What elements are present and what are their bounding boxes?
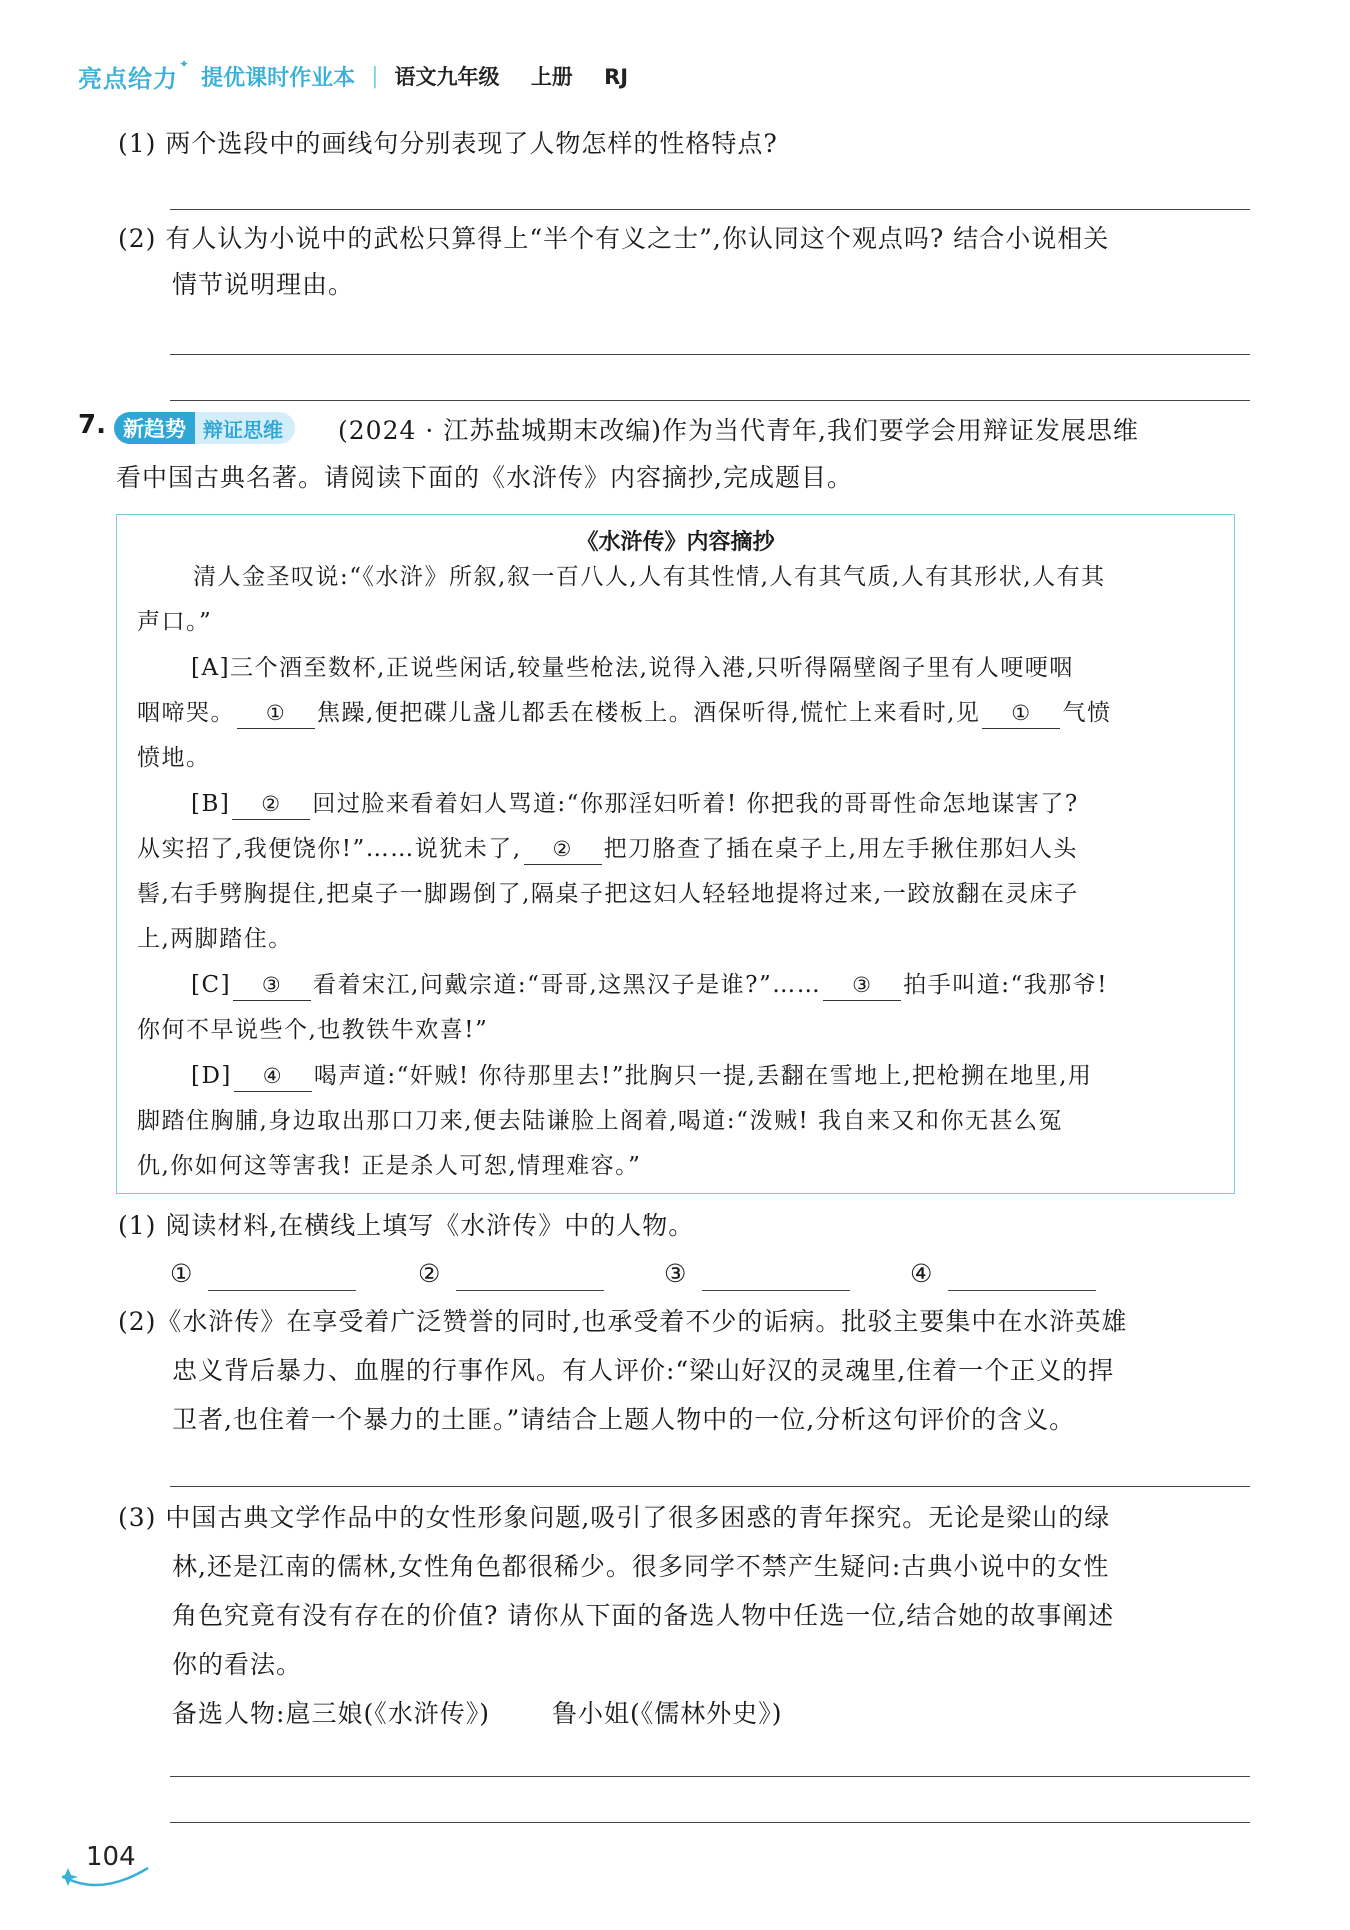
question-number: 7. xyxy=(78,410,106,440)
series-title: 提优课时作业本 xyxy=(201,65,356,91)
excerpt-b-line3: 髻,右手劈胸提住,把桌子一脚踢倒了,隔桌子把这妇人轻轻地提将过来,一跤放翻在灵床子 xyxy=(137,881,1079,907)
excerpt-d-line3: 仇,你如何这等害我! 正是杀人可恕,情理难容。” xyxy=(137,1153,642,1179)
answer-line[interactable] xyxy=(170,354,1250,355)
excerpt-quote-line2: 声口。” xyxy=(137,609,213,635)
q7-sub2-line2: 忠义背后暴力、血腥的行事作风。有人评价:“梁山好汉的灵魂里,住着一个正义的捍 xyxy=(172,1356,1115,1385)
q6-sub2-line2: 情节说明理由。 xyxy=(172,270,355,299)
answer-line[interactable] xyxy=(170,209,1250,210)
text: 咽啼哭。 xyxy=(137,700,235,726)
q6-sub1: (1) 两个选段中的画线句分别表现了人物怎样的性格特点? xyxy=(118,129,778,158)
q7-sub3-line4: 你的看法。 xyxy=(172,1650,303,1679)
excerpt-c-line1 xyxy=(191,968,1108,1002)
blank-1: ① xyxy=(237,698,315,729)
q7-sub2-line1: (2)《水浒传》在享受着广泛赞誉的同时,也承受着不少的诟病。批驳主要集中在水浒英雄 xyxy=(118,1307,1128,1336)
text: [C] xyxy=(191,972,232,998)
star-icon: ✦ xyxy=(179,57,190,71)
fill-label-3: ③ xyxy=(664,1259,688,1288)
text: 看着宋江,问戴宗道:“哥哥,这黑汉子是谁?”…… xyxy=(313,972,822,998)
fill-label-2: ② xyxy=(418,1259,442,1288)
fill-answer-2[interactable] xyxy=(456,1290,604,1291)
text: 回过脸来看着妇人骂道:“你那淫妇听着! 你把我的哥哥性命怎地谋害了? xyxy=(312,791,1079,817)
q7-sub3-line1: (3) 中国古典文学作品中的女性形象问题,吸引了很多困惑的青年探究。无论是梁山的绿 xyxy=(118,1503,1111,1532)
excerpt-title: 《水浒传》内容摘抄 xyxy=(576,530,775,555)
answer-line[interactable] xyxy=(170,1486,1250,1487)
excerpt-a-line2 xyxy=(137,696,1111,730)
excerpt-a-line1: [A]三个酒至数杯,正说些闲话,较量些枪法,说得入港,只听得隔壁阁子里有人哽哽咽 xyxy=(191,655,1074,681)
text: [B] xyxy=(191,791,231,817)
q7-sub3-line3: 角色究竟有没有存在的价值? 请你从下面的备选人物中任选一位,结合她的故事阐述 xyxy=(172,1601,1115,1630)
q6-sub2-line1: (2) 有人认为小说中的武松只算得上“半个有义之士”,你认同这个观点吗? 结合小说相关 xyxy=(118,224,1110,253)
header-divider: | xyxy=(371,63,379,89)
text: 从实招了,我便饶你!”……说犹未了, xyxy=(137,836,522,862)
fill-label-1: ① xyxy=(170,1259,194,1288)
excerpt-d-line1 xyxy=(191,1059,1092,1093)
candidate-2: 鲁小姐(《儒林外史》) xyxy=(551,1699,783,1728)
blank-3: ③ xyxy=(233,970,311,1001)
header-info xyxy=(395,61,653,91)
answer-line[interactable] xyxy=(170,1776,1250,1777)
blank-2: ② xyxy=(524,834,602,865)
subject-grade: 语文九年级 xyxy=(394,65,500,89)
excerpt-d-line2: 脚踏住胸脯,身边取出那口刀来,便去陆谦脸上阁着,喝道:“泼贼! 我自来又和你无甚么冤 xyxy=(137,1108,1063,1134)
q7-sub2-line3: 卫者,也住着一个暴力的土匪。”请结合上题人物中的一位,分析这句评价的含义。 xyxy=(172,1405,1076,1434)
excerpt-b-line4: 上,两脚踏住。 xyxy=(137,926,293,952)
edition: RJ xyxy=(604,65,629,89)
answer-line[interactable] xyxy=(170,400,1250,401)
excerpt-b-line1 xyxy=(191,787,1079,821)
text: 焦躁,便把碟儿盏儿都丢在楼板上。酒保听得,慌忙上来看时,见 xyxy=(317,700,981,726)
text: 把刀胳查了插在桌子上,用左手揪住那妇人头 xyxy=(603,836,1078,862)
excerpt-c-line2: 你何不早说些个,也教铁牛欢喜!” xyxy=(137,1017,489,1043)
text: 喝声道:“奸贼! 你待那里去!”批胸只一提,丢翻在雪地上,把枪搠在地里,用 xyxy=(313,1063,1093,1089)
candidates-row xyxy=(172,1697,782,1731)
excerpt-b-line2 xyxy=(137,832,1078,866)
text: 拍手叫道:“我那爷! xyxy=(903,972,1109,998)
fill-label-4: ④ xyxy=(910,1259,934,1288)
blank-4: ④ xyxy=(234,1061,312,1092)
q7-intro-line1: (2024 · 江苏盐城期末改编)作为当代青年,我们要学会用辩证发展思维 xyxy=(338,416,1139,445)
excerpt-box xyxy=(116,514,1235,1194)
brand-logo: 亮点给力 xyxy=(78,64,178,93)
blank-1: ① xyxy=(982,698,1060,729)
text: 气愤 xyxy=(1062,700,1112,726)
volume: 上册 xyxy=(530,65,573,89)
fill-answer-4[interactable] xyxy=(948,1290,1096,1291)
badge-topic: 辩证思维 xyxy=(195,412,295,444)
page-number: 104 xyxy=(86,1842,136,1872)
q7-sub3-line2: 林,还是江南的儒林,女性角色都很稀少。很多同学不禁产生疑问:古典小说中的女性 xyxy=(172,1552,1110,1581)
candidate-1: 扈三娘(《水浒传》) xyxy=(285,1699,490,1728)
question-badge xyxy=(114,412,295,444)
blank-3: ③ xyxy=(823,970,901,1001)
q7-intro-line2: 看中国古典名著。请阅读下面的《水浒传》内容摘抄,完成题目。 xyxy=(116,463,853,492)
badge-new-trend: 新趋势 xyxy=(114,412,195,444)
answer-line[interactable] xyxy=(170,1822,1250,1823)
page-header xyxy=(78,58,652,94)
blank-2: ② xyxy=(232,789,310,820)
q7-sub1: (1) 阅读材料,在横线上填写《水浒传》中的人物。 xyxy=(118,1211,695,1240)
text: [D] xyxy=(191,1063,232,1089)
excerpt-a-line3: 愤地。 xyxy=(137,745,211,771)
candidates-label: 备选人物: xyxy=(172,1699,286,1728)
fill-answer-3[interactable] xyxy=(702,1290,850,1291)
fill-answer-1[interactable] xyxy=(208,1290,356,1291)
excerpt-quote-line1: 清人金圣叹说:“《水浒》所叙,叙一百八人,人有其性情,人有其气质,人有其形状,人有其 xyxy=(193,564,1106,590)
